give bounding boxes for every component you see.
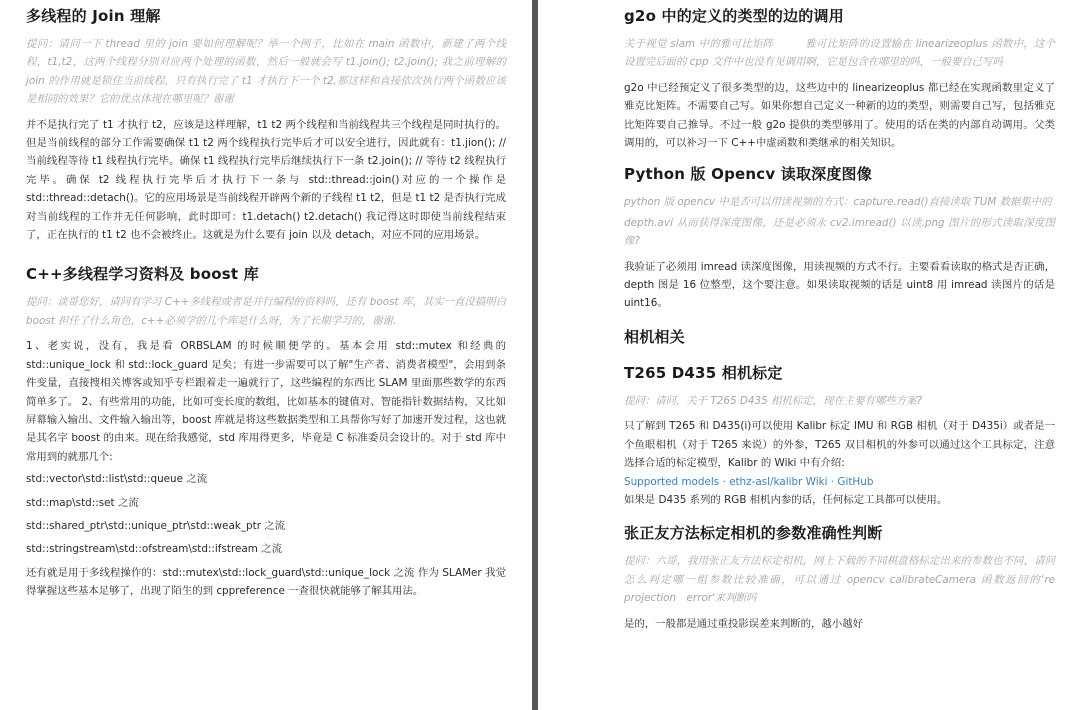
question-zhang-calibration: 提问：六哥，我用张正友方法标定相机，网上下载的不同棋盘格标定出来的参数也不同，请问怎么判定哪一组参数比较准确，可以通过 opencv calibrateCamera 函数返回的're projection error'来判断吗 xyxy=(624,555,1055,605)
section-title-t265-d435: T265 D435 相机标定 xyxy=(624,363,783,382)
section-title-opencv-depth: Python 版 Opencv 读取深度图像 xyxy=(624,165,872,184)
link-supported-models[interactable]: Supported models xyxy=(624,475,720,488)
section-title-camera: 相机相关 xyxy=(624,327,685,346)
answer-cpp-multithread-end: 还有就是用于多线程操作的：std::mutex\std::lock_guard\std::unique_lock 之流 作为 SLAMer 我觉得掌握这些基本足够了，出现了陌生的到 cppreference 一查很快就能够了解其用法。 xyxy=(26,566,506,598)
code-line-containers: std::vector\std::list\std::queue 之流 xyxy=(26,473,208,486)
answer-zhang-calibration: 是的，一般都是通过重投影误差来判断的，越小越好 xyxy=(624,617,863,630)
link-separator: · xyxy=(830,475,835,488)
answer-cpp-multithread: 1、老实说，没有，我是看 ORBSLAM 的时候顺便学的。基本会用 std::mutex 和经典的 std::unique_lock 和 std::lock_guard 足矣；有进一步需要可以了解"生产者、消费者模型"，会用到条件变量，直接搜相关博客或知乎专栏跟着走一遍就行了，这些编程的东西比 SLAM 里面那些数学的东西简单多了。 2、有些常用的功能，比如可变长度的数组，比如基本的键值对、智能指针数据结构，又比如屏幕输入输出、文件输入输出等，boost 库就是将这些数据类型和工具帮你写好了加速开发过程，这也就是其名字 boost 的由来。现在给我感觉，std 库用得更多，毕竟是 C 标准委员会设计的。对于 std 库中常用到的就那几个: xyxy=(26,340,506,463)
section-title-g2o: g2o 中的定义的类型的边的调用 xyxy=(624,7,844,25)
code-line-map-set: std::map\std::set 之流 xyxy=(26,496,139,509)
question-cpp-multithread: 提问：谈哥您好，请问有学习 C++多线程或者是并行编程的资料吗，还有 boost 库，其实一直没搞明白 boost 担任了什么角色，c++必须学的几个库是什么呀，为了长期学习的，谢谢. xyxy=(26,296,506,327)
code-line-streams: std::stringstream\std::ofstream\std::ifstream 之流 xyxy=(26,543,282,556)
section-title-cpp-multithread: C++多线程学习资料及 boost 库 xyxy=(26,265,259,284)
answer-d435-intrinsics: 如果是 D435 系列的 RGB 相机内参的话，任何标定工具都可以使用。 xyxy=(624,493,948,506)
question-opencv-depth-2: depth.avi 从而获得深度图像，还是必须永 cv2.imread() 以读.png 图片的形式读取深度图像? xyxy=(624,216,1055,248)
kalibr-links xyxy=(624,473,1055,491)
code-line-smart-ptr: std::shared_ptr\std::unique_ptr\std::weak_ptr 之流 xyxy=(26,519,286,532)
question-join: 提问：请问一下 thread 里的 join 要如何理解呢？举一个例子，比如在 main 函数中，新建了两个线程，t1,t2，这两个线程分别对应两个处理的函数，然后一般就会写 t1.join(); t2.join(); 我之前理解的 join 的作用就是锁住当前线程，只有执行完了 t1 才执行下一个 t2,那这样和直接依次执行两个函数应该是相同的效果？它的优点体现在哪里呢？谢谢 xyxy=(26,38,506,106)
link-kalibr-wiki[interactable]: ethz-asl/kalibr Wiki xyxy=(729,475,828,488)
section-title-join: 多线程的 Join 理解 xyxy=(26,7,161,25)
question-opencv-depth-1: python 版 opencv 中是否可以用读视频的方式：capture.read()直接读取 TUM 数据集中的 xyxy=(624,196,1052,209)
section-title-zhang-calibration: 张正友方法标定相机的参数准确性判断 xyxy=(624,524,883,543)
link-github[interactable]: GitHub xyxy=(837,475,874,488)
link-separator: · xyxy=(722,475,726,488)
right-page xyxy=(538,0,1079,710)
answer-t265-d435: 只了解到 T265 和 D435(i)可以使用 Kalibr 标定 IMU 和 RGB 相机（对于 D435i）或者是一个鱼眼相机（对于 T265 来说）的外参，T265 双目相机的外参可以通过这个工具标定，注意选择合适的标定模型，Kalibr 的 Wiki 中有介绍: xyxy=(624,420,1055,470)
answer-g2o: g2o 中已经预定义了很多类型的边，这些边中的 linearizeoplus 都已经在实现函数里定义了雅克比矩阵。不需要自己写。如果你想自己定义一种新的边的类型，则需要自己写，包括雅克比矩阵要自己推导。不过一般 g2o 提供的类型够用了。使用的话在类的内部自动调用。父类调用的，可以补习一下 C++中虚函数和类继承的相关知识。 xyxy=(624,81,1055,150)
question-t265-d435: 提问：请问，关于 T265 D435 相机标定，现在主要有哪些方案? xyxy=(624,394,923,407)
answer-join: 并不是执行完了 t1 才执行 t2，应该是这样理解，t1 t2 两个线程和当前线程共三个线程是同时执行的。但是当前线程的部分工作需要确保 t1 t2 两个线程执行完毕后才可以安全进行，因此就有：t1.jion(); // 当前线程等待 t1 线程执行完毕。确保 t1 线程执行完毕后继续执行下一条 t2.join(); // 等待 t2 线程执行完毕。确保 t2 线程执行完毕后才执行下一条与 std::thread::join()对应的一个操作是 std::thread::detach()。它的应用场景是当前线程开辟两个新的子线程 t1 t2，但是 t1 t2 是否执行完成对当前线程的工作并无任何影响，此时即可：t1.detach() t2.detach() 我记得这时即使当前线程结束了，正在执行的 t1 t2 也不会被终止。这就是为什么要有 join 以及 detach，对应不同的应用场景。 xyxy=(26,118,506,242)
answer-opencv-depth: 我验证了必须用 imread 读深度图像，用读视频的方式不行。主要看看读取的格式是否正确，depth 图是 16 位整型，这个要注意。如果读取视频的话是 uint8 用 imread 读图片的话是 uint16。 xyxy=(624,260,1055,310)
left-page xyxy=(0,0,532,710)
question-g2o: 关于视觉 slam 中的雅可比矩阵 雅可比矩阵的设置输在 linearizeoplus 函数中，这个设置完后面的 cpp 文件中也没有见调用啊，它是包含在哪里的吗，一般要自己写吗 xyxy=(624,38,1055,69)
